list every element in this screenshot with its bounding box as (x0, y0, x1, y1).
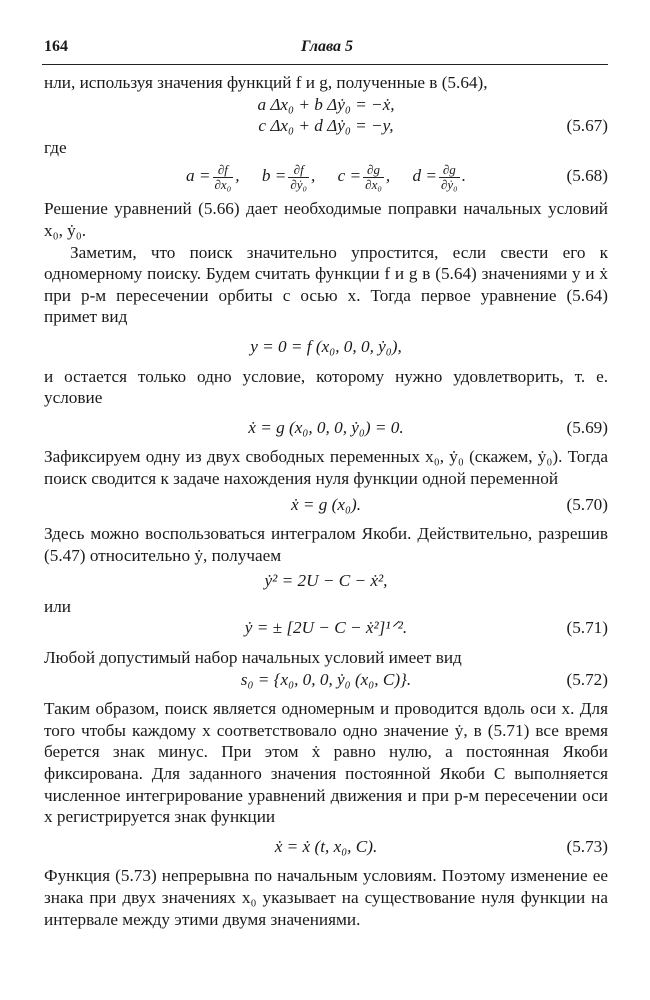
page-number: 164 (44, 38, 68, 55)
page-body (44, 72, 608, 930)
equation-5-68 (44, 158, 608, 194)
equation-text: ẏ² = 2U − C − ẋ², (264, 571, 388, 591)
def-a: a = $\frac{\partial f}{\text{∂x₀}}$ , (186, 161, 240, 192)
paragraph-8: Таким образом, поиск является одномерным и проводится вдоль оси x. Для того чтобы каждому x соответствовало одно значение ẏ, в (5.71) все время берется знак минус. При этом ẋ равно нулю, а постоянная Якоби фиксирована. Для заданного значения постоянной Якоби C выполняется численное интегрирование уравнений движения и при p-м пересечении оси x регистрируется знак функции (44, 699, 608, 827)
equation-text: y = 0 = f (x₀, 0, 0, ẏ₀), (250, 336, 402, 356)
paragraph-9: Функция (5.73) непрерывна по начальным условиям. Поэтому изменение ее знака при двух значениях x₀ указывает на существование нуля функции на интервале между этими двумя значениями. (44, 866, 608, 929)
equation-5-73 (44, 836, 608, 858)
fraction: $\frac{\partial g}{\text{∂ẏ₀}}$ (440, 161, 458, 192)
fraction: $\frac{\partial f}{\text{∂x₀}}$ (214, 161, 232, 192)
def-d: d = $\frac{\partial g}{\text{∂ẏ₀}}$ . (412, 161, 466, 192)
header-rule (42, 64, 608, 65)
equation-5-71 (44, 617, 608, 639)
equation-number: (5.67) (566, 116, 608, 136)
equation-5-69 (44, 417, 608, 439)
running-head: Глава 5 (300, 38, 354, 55)
equation-5-72 (44, 669, 608, 691)
equation-number: (5.73) (566, 836, 608, 856)
equation-5-70 (44, 494, 608, 516)
equation-text: ẋ = g (x₀). (290, 494, 362, 514)
equation-jacobi (44, 570, 608, 592)
equation-number: (5.70) (566, 494, 608, 514)
paragraph-6: Здесь можно воспользоваться интегралом Якоби. Действительно, разрешив (5.47) относительно ẏ, получаем (44, 524, 608, 565)
page-header (44, 38, 610, 60)
equation-text: a Δx₀ + b Δẏ₀ = −ẋ, (257, 94, 395, 114)
paragraph-1: нли, используя значения функций f и g, полученные в (5.64), (44, 73, 488, 92)
equation-number: (5.72) (566, 669, 608, 689)
word-where: где (44, 137, 67, 157)
equation-text: ẏ = ± [2U − C − ẋ²]¹ᐟ². (244, 618, 408, 638)
word-or: или (44, 596, 71, 616)
equation-number: (5.68) (566, 166, 608, 186)
equation-y-f (44, 336, 608, 358)
equation-text: ẋ = g (x₀, 0, 0, ẏ₀) = 0. (248, 417, 404, 437)
paragraph-3: Заметим, что поиск значительно упростится, если свести его к одномерному поиску. Будем считать функции f и g в (5.64) значениями y и ẋ при p-м пересечении орбиты с осью x. Тогда первое уравнение (5.64) примет вид (44, 242, 608, 327)
equation-text: c Δx₀ + d Δẏ₀ = −y, (258, 116, 394, 136)
paragraph-7: Любой допустимый набор начальных условий имеет вид (44, 648, 462, 668)
fraction: $\frac{\partial g}{\text{∂x₀}}$ (365, 161, 382, 192)
fraction: $\frac{\partial f}{\text{∂ẏ₀}}$ (290, 161, 308, 192)
paragraph-5: Зафиксируем одну из двух свободных переменных x₀, ẏ₀ (скажем, ẏ₀). Тогда поиск сводится к задаче нахождения нуля функции одной переменной (44, 447, 608, 488)
equation-5-67-line-1 (44, 94, 608, 116)
equation-text: ẋ = ẋ (t, x₀, C). (274, 836, 378, 856)
paragraph-4: и остается только одно условие, которому нужно удовлетворить, т. е. условие (44, 366, 608, 408)
def-c: c = $\frac{\partial g}{\text{∂x₀}}$ , (337, 161, 391, 192)
equation-text: s₀ = {x₀, 0, 0, ẏ₀ (x₀, C)}. (240, 669, 412, 689)
equation-5-67-line-2 (44, 115, 608, 137)
def-b: b = $\frac{\partial f}{\text{∂ẏ₀}}$ , (261, 161, 316, 192)
equation-number: (5.71) (566, 618, 608, 638)
equation-number: (5.69) (566, 417, 608, 437)
paragraph-2: Решение уравнений (5.66) дает необходимые поправки начальных условий x₀, ẏ₀. (44, 199, 608, 240)
